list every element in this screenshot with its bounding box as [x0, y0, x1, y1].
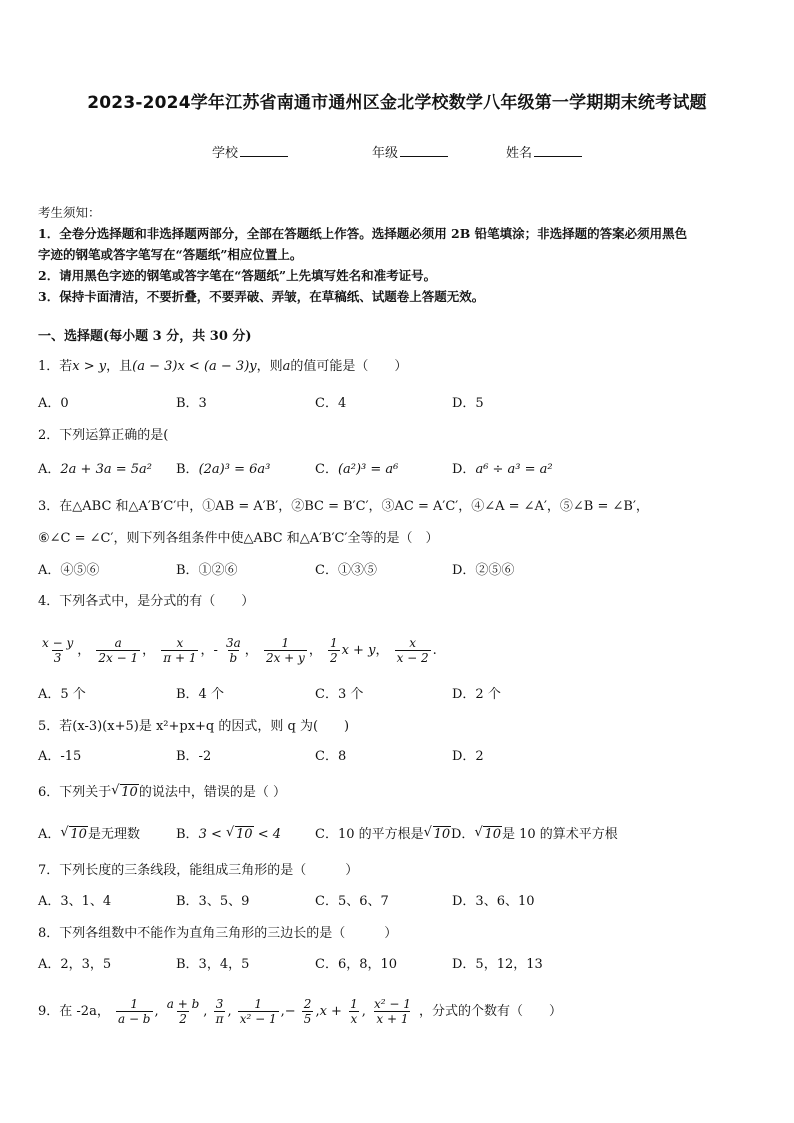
option-c[interactable]: C．5、6、7	[315, 894, 389, 909]
option-c[interactable]: C．10 的平方根是√ 10	[315, 824, 451, 846]
option-a[interactable]: A．-15	[38, 749, 82, 764]
notice-item-1: 1．全卷分选择题和非选择题两部分，全部在答题纸上作答。选择题必须用 2B 铅笔填涂；非选择题的答案必须用黑色	[38, 226, 688, 241]
fraction-2: $\frac{a}{2x - 1}$	[98, 636, 139, 665]
exam-title: 2023-2024学年江苏省南通市通州区金北学校数学八年级第一学期期末统考试题	[87, 93, 707, 113]
notice-item-2: 2．请用黑色字迹的钢笔或答字笔在“答题纸”上先填写姓名和准考证号。	[38, 268, 437, 283]
notice-item-1b: 字迹的钢笔或答字笔写在“答题纸”相应位置上。	[38, 247, 303, 262]
option-c[interactable]: C．6，8，10	[315, 957, 398, 972]
option-a[interactable]: A．√ 10是无理数	[38, 824, 140, 846]
fraction-3: $\frac{x}{\pi + 1}$	[163, 636, 197, 665]
option-a[interactable]: A．④⑤⑥	[38, 563, 100, 578]
question-7: 7．下列长度的三条线段，能组成三角形的是（ ）	[38, 863, 359, 878]
option-a[interactable]: A．3、1、4	[38, 894, 112, 909]
fraction-1: $\frac{x - y}{3}$	[42, 636, 74, 665]
option-b[interactable]: B．4 个	[176, 687, 224, 702]
option-b[interactable]: B．3，4，5	[176, 957, 250, 972]
option-c[interactable]: C．8	[315, 749, 347, 764]
question-2: 2．下列运算正确的是(	[38, 428, 169, 443]
option-b[interactable]: B．3	[176, 396, 207, 411]
option-d[interactable]: D．3、6、10	[452, 894, 535, 909]
option-c[interactable]: C．4	[315, 396, 347, 411]
fraction-4: $\frac{3a}{b}$	[226, 636, 241, 665]
option-d[interactable]: D．5	[452, 396, 484, 411]
question-1: 1．若x > y，且(a − 3)x < (a − 3)y，则a的值可能是（ ）	[38, 359, 408, 374]
option-b[interactable]: B．3、5、9	[176, 894, 250, 909]
option-b[interactable]: B．(2a)³ = 6a³	[176, 462, 271, 477]
option-b[interactable]: B．-2	[176, 749, 212, 764]
option-d[interactable]: D．a⁶ ÷ a³ = a²	[452, 462, 553, 477]
option-a[interactable]: A．5 个	[38, 687, 86, 702]
option-a[interactable]: A．2，3，5	[38, 957, 112, 972]
option-b[interactable]: B．3 < √ 10 < 4	[176, 824, 281, 846]
fraction-6: $\frac{1}{2}$	[329, 636, 338, 665]
option-c[interactable]: C．(a²)³ = a⁶	[315, 462, 399, 477]
question-8: 8．下列各组数中不能作为直角三角形的三边长的是（ ）	[38, 926, 398, 941]
option-a[interactable]: A．0	[38, 396, 69, 411]
option-a[interactable]: A．2a + 3a = 5a²	[38, 462, 152, 477]
option-d[interactable]: D．2	[452, 749, 484, 764]
question-5: 5．若(x-3)(x+5)是 x²+px+q 的因式，则 q 为( )	[38, 719, 350, 734]
exam-notice	[38, 202, 758, 307]
grade-field: 年级	[372, 142, 448, 161]
option-d[interactable]: D．5，12，13	[452, 957, 543, 972]
option-c[interactable]: C．3 个	[315, 687, 364, 702]
school-field: 学校	[212, 142, 288, 161]
option-c[interactable]: C．①③⑤	[315, 563, 377, 578]
section-heading: 一、选择题(每小题 3 分，共 30 分)	[38, 329, 252, 344]
fraction-7: $\frac{x}{x - 2}$	[396, 636, 429, 665]
question-3-line-2: ⑥∠C = ∠C′，则下列各组条件中使△ABC 和△A′B′C′全等的是（ ）	[38, 531, 439, 546]
question-4: 4．下列各式中，是分式的有（ ）	[38, 594, 255, 609]
option-d[interactable]: D．2 个	[452, 687, 501, 702]
option-b[interactable]: B．①②⑥	[176, 563, 238, 578]
question-3-line-1: 3．在△ABC 和△A′B′C′中，①AB = A′B′，②BC = B′C′，③AC = A′C′，④∠A = ∠A′，⑤∠B = ∠B′，	[38, 499, 649, 514]
notice-heading: 考生须知：	[38, 205, 101, 220]
question-4-expressions: $\frac{x - y}{3}$ ， $\frac{a}{2x - 1}$ ， $\frac{x}{\pi + 1}$ ，- $\frac{3a}{b}$ ， $\frac{1}{2x + y}$ ， $\frac{1}{2}$ x + y， $\frac{x}{x - 2}$ .	[42, 636, 437, 665]
fraction-5: $\frac{1}{2x + y}$	[265, 636, 305, 665]
option-d[interactable]: D．√ 10是 10 的算术平方根	[451, 824, 618, 846]
question-6: 6．下列关于√ 10的说法中，错误的是（ ）	[38, 782, 286, 804]
name-field: 姓名	[506, 142, 582, 161]
option-d[interactable]: D．②⑤⑥	[452, 563, 515, 578]
question-9: 9．在 -2a， $\frac{1}{a - b}$ , $\frac{a + b}{2}$ , $\frac{3}{\pi}$ , $\frac{1}{\text{x² − 1}}$ ,− $\frac{2}{5}$ ,x + $\frac{1}{x}$ , $\frac{\text{x² − 1}}{x + 1}$ ，分式的个数有（ ）	[38, 997, 563, 1026]
notice-item-3: 3．保持卡面清洁，不要折叠，不要弄破、弄皱，在草稿纸、试题卷上答题无效。	[38, 289, 485, 304]
